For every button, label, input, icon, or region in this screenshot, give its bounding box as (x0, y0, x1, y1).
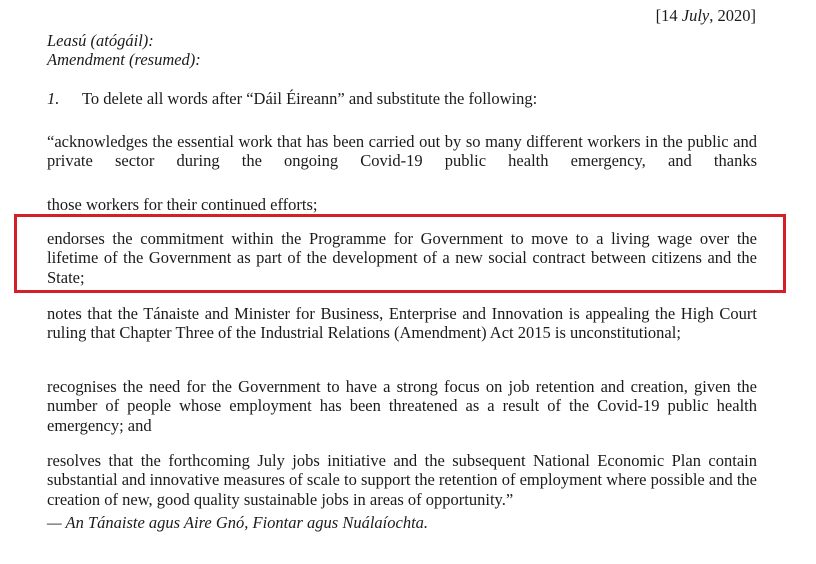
heading-english: Amendment (resumed): (47, 50, 201, 69)
paragraph-notes: notes that the Tánaiste and Minister for Business, Enterprise and Innovation is appealing the High Court ruling that Chapter Three of the Industrial Relations (Amendment) Act 2015 is unconstitutional; (47, 304, 757, 343)
date-prefix: [14 (655, 6, 682, 25)
paragraph-endorses: endorses the commitment within the Programme for Government to move to a living wage over the lifetime of the Government as part of the development of a new social contract between citizens and the State; (47, 229, 757, 287)
amendment-instruction: To delete all words after “Dáil Éireann” and substitute the following: (82, 89, 538, 108)
attribution: — An Tánaiste agus Aire Gnó, Fiontar agus Nuálaíochta. (47, 513, 429, 532)
paragraph-recognises: recognises the need for the Government to have a strong focus on job retention and creation, given the number of people whose employment has been threatened as a result of the Covid-19 public health emergency; and (47, 377, 757, 435)
date-month: July (681, 6, 710, 25)
heading-irish: Leasú (atógáil): (47, 31, 154, 50)
paragraph-resolves: resolves that the forthcoming July jobs initiative and the subsequent National Economic Plan contain substantial and innovative measures of scale to support the retention of employment where possible and the creation of new, good quality sustainable jobs in areas of opportunity.” (47, 451, 757, 509)
document-date (656, 6, 756, 26)
paragraph-acknowledges: “acknowledges the essential work that has been carried out by so many different workers in the public and private sector during the ongoing Covid-19 public health emergency, and thanks (47, 132, 757, 171)
amendment-number: 1. (47, 89, 60, 108)
date-suffix: , 2020] (709, 6, 756, 25)
paragraph-thanks-continued: those workers for their continued efforts; (47, 195, 318, 214)
